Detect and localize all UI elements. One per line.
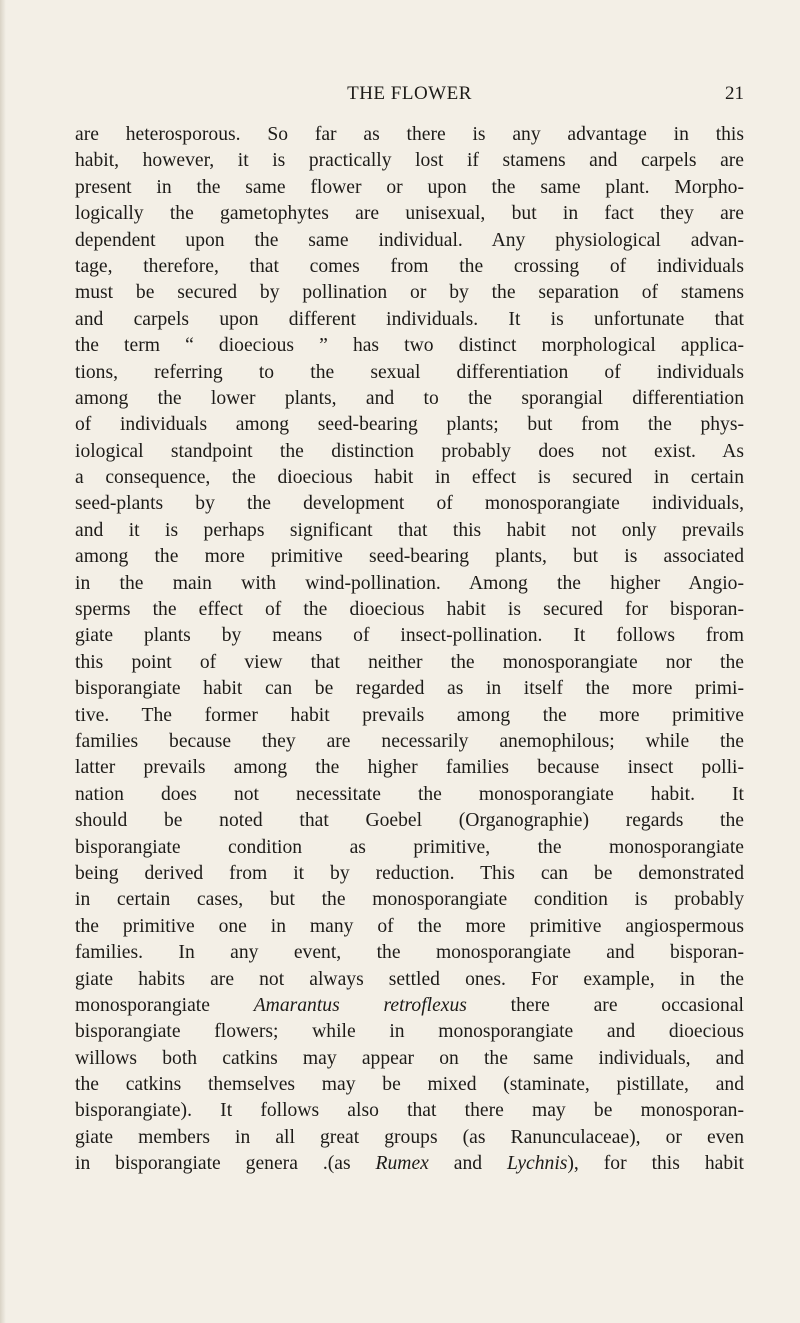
italic-species-name: Amarantus retroflexus [253, 994, 467, 1016]
text-line: families because they are necessarily anemophilous; while the [75, 730, 744, 752]
text-line: this point of view that neither the monosporangiate nor the [75, 651, 744, 673]
text-line: should be noted that Goebel (Organographie) regards the [75, 810, 744, 832]
text-line: iological standpoint the distinction probably does not exist. As [75, 440, 744, 462]
text-line: and carpels upon different individuals. It is unfortunate that [75, 308, 744, 330]
text-line: families. In any event, the monosporangiate and bisporan- [75, 942, 744, 964]
text-line: bisporangiate habit can be regarded as in itself the more primi- [75, 678, 744, 700]
text-line: seed-plants by the development of monosporangiate individuals, [75, 493, 744, 515]
text-line: latter prevails among the higher families because insect polli- [75, 757, 744, 779]
text-line: and it is perhaps significant that this habit not only prevails [75, 519, 744, 541]
text-line: willows both catkins may appear on the same individuals, and [75, 1047, 744, 1069]
text-line: sperms the effect of the dioecious habit is secured for bisporan- [75, 599, 744, 621]
page-number: 21 [725, 83, 744, 104]
page-edge-shadow [0, 0, 6, 1323]
text-line-with-italic [75, 993, 744, 1019]
text-line: the catkins themselves may be mixed (staminate, pistillate, and [75, 1074, 744, 1096]
text-line-with-italic [75, 1151, 744, 1177]
text-line: dependent upon the same individual. Any physiological advan- [75, 229, 744, 251]
text-line: logically the gametophytes are unisexual, but in fact they are [75, 203, 744, 225]
text-line: bisporangiate condition as primitive, the monosporangiate [75, 836, 744, 858]
text-line: the primitive one in many of the more primitive angiospermous [75, 915, 744, 937]
text-line: in the main with wind-pollination. Among the higher Angio- [75, 572, 744, 594]
text-line: bisporangiate flowers; while in monosporangiate and dioecious [75, 1021, 744, 1043]
text-fragment: and [428, 1153, 508, 1175]
text-line: giate plants by means of insect-pollination. It follows from [75, 625, 744, 647]
text-fragment: there are occasional [466, 994, 744, 1016]
page-header [75, 81, 744, 107]
running-head: THE FLOWER [347, 83, 472, 104]
text-line: a consequence, the dioecious habit in effect is secured in certain [75, 467, 744, 489]
text-line: being derived from it by reduction. This can be demonstrated [75, 862, 744, 884]
text-line: nation does not necessitate the monosporangiate habit. It [75, 783, 744, 805]
text-line: must be secured by pollination or by the separation of stamens [75, 282, 744, 304]
text-line: giate members in all great groups (as Ranunculaceae), or even [75, 1126, 744, 1148]
text-line: bisporangiate). It follows also that there may be monosporan- [75, 1100, 744, 1122]
italic-genus-name: Lychnis [507, 1153, 568, 1175]
text-line: among the lower plants, and to the sporangial differentiation [75, 387, 744, 409]
italic-genus-name: Rumex [375, 1153, 429, 1175]
text-line: of individuals among seed-bearing plants; but from the phys- [75, 414, 744, 436]
text-line: giate habits are not always settled ones. For example, in the [75, 968, 744, 990]
text-fragment: ), for this habit [567, 1153, 744, 1175]
text-line: are heterosporous. So far as there is any advantage in this [75, 124, 744, 145]
text-line: tive. The former habit prevails among the more primitive [75, 704, 744, 726]
text-fragment: monosporangiate [75, 994, 254, 1016]
text-fragment: in bisporangiate genera .(as [75, 1153, 376, 1175]
text-line: present in the same flower or upon the same plant. Morpho- [75, 176, 744, 198]
text-line: in certain cases, but the monosporangiate condition is probably [75, 889, 744, 911]
text-line: habit, however, it is practically lost if stamens and carpels are [75, 150, 744, 172]
text-line: the term “ dioecious ” has two distinct morphological applica- [75, 335, 744, 357]
text-line: tions, referring to the sexual differentiation of individuals [75, 361, 744, 383]
body-paragraph [75, 122, 744, 1178]
text-line: tage, therefore, that comes from the crossing of individuals [75, 255, 744, 277]
text-line: among the more primitive seed-bearing plants, but is associated [75, 546, 744, 568]
